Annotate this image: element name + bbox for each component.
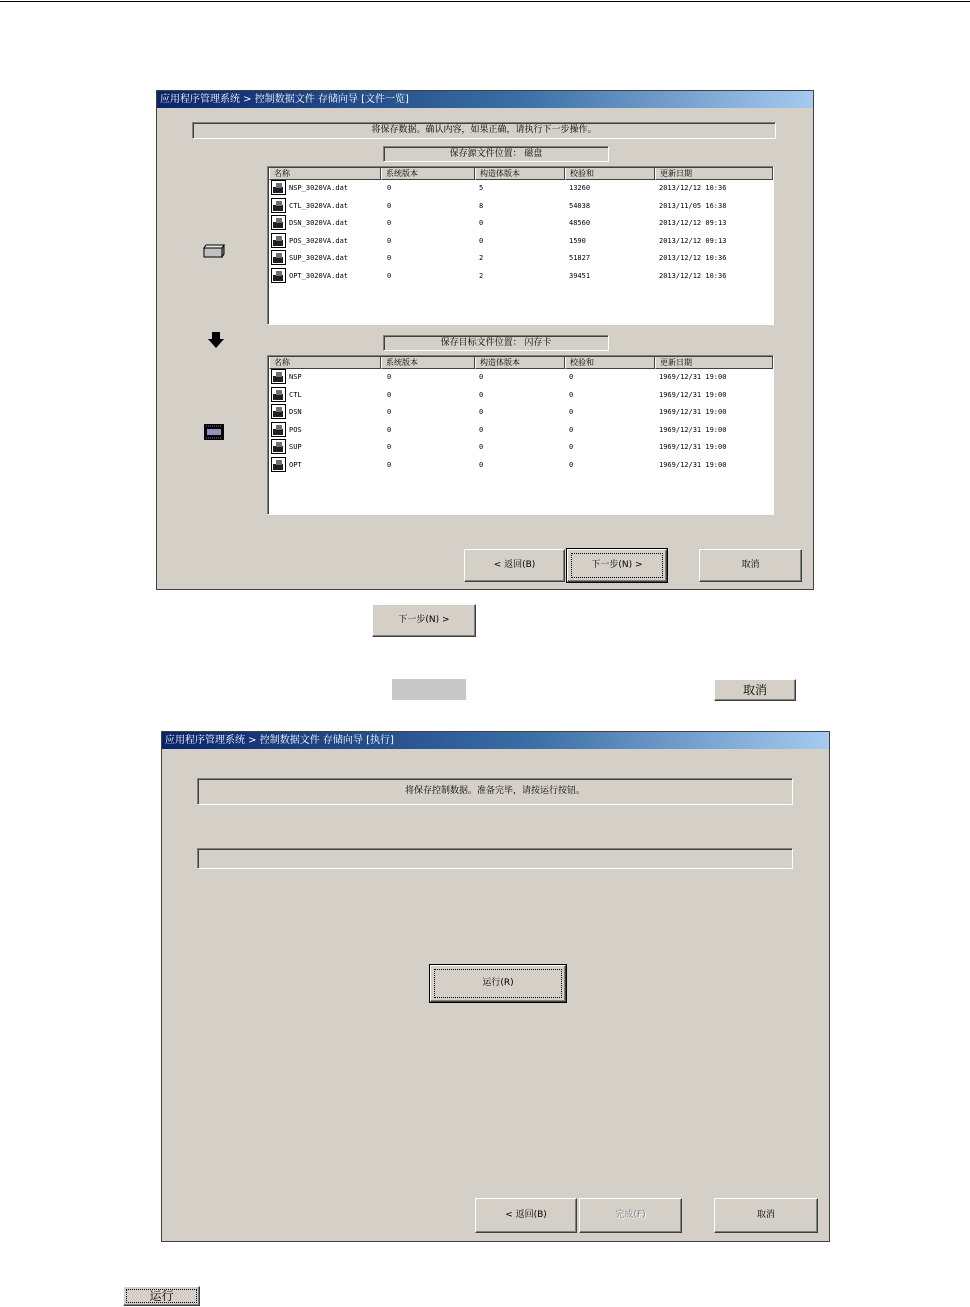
back-button-label: < 返回(B) (493, 560, 536, 570)
file-row[interactable] (269, 439, 772, 456)
blank-button-sample[interactable] (392, 679, 466, 700)
source-location-label (383, 146, 609, 162)
file-row[interactable] (269, 422, 772, 439)
cell-sys: 0 (387, 201, 392, 210)
cell-name: SUP_3020VA.dat (289, 254, 349, 262)
cell-struct: 0 (479, 373, 484, 381)
cell-sys: 0 (387, 373, 392, 381)
instruction-message (197, 778, 793, 805)
cell-sys: 0 (387, 460, 392, 469)
column-header-checksum[interactable]: 校验和 (565, 357, 655, 369)
cell-sys: 0 (387, 271, 392, 280)
finish-button[interactable] (579, 1198, 682, 1233)
run-button-sample[interactable] (123, 1286, 200, 1306)
cell-struct: 0 (479, 219, 484, 227)
file-icon (271, 233, 286, 248)
cell-checksum: 39451 (569, 271, 591, 280)
cell-date: 1969/12/31 19:00 (659, 460, 727, 469)
column-header-system-version[interactable]: 系统版本 (381, 357, 475, 369)
cell-name: OPT_3020VA.dat (289, 271, 349, 280)
cell-struct: 5 (479, 184, 484, 192)
back-button-label: < 返回(B) (505, 1210, 547, 1220)
next-button-sample-label: 下一步(N) > (398, 615, 450, 625)
file-icon (271, 387, 286, 402)
progress-bar (197, 848, 793, 869)
wizard-window-file-list (156, 90, 814, 590)
cell-checksum: 0 (569, 443, 574, 451)
cell-name: CTL (289, 390, 302, 399)
cell-checksum: 1590 (569, 236, 586, 245)
cell-date: 2013/12/12 10:36 (659, 254, 727, 262)
cell-date: 2013/12/12 10:36 (659, 271, 727, 280)
cell-name: POS (289, 425, 302, 434)
cell-name: POS_3020VA.dat (289, 236, 349, 245)
file-icon (271, 180, 286, 195)
window-title: 应用程序管理系统 > 控制数据文件 存储向导 [执行] (162, 732, 829, 749)
column-header-name[interactable]: 名称 (269, 168, 381, 180)
cell-struct: 2 (479, 271, 484, 280)
cell-checksum: 0 (569, 373, 574, 381)
cancel-button-sample-label: 取消 (742, 683, 767, 697)
cell-sys: 0 (387, 219, 392, 227)
cell-checksum: 51827 (569, 254, 591, 262)
file-row[interactable] (269, 457, 772, 474)
next-button-sample[interactable] (372, 604, 476, 637)
cell-checksum: 54038 (569, 201, 591, 210)
cell-struct: 0 (479, 236, 484, 245)
cell-name: DSN (289, 408, 302, 416)
cell-struct: 0 (479, 408, 484, 416)
cell-date: 1969/12/31 19:00 (659, 390, 727, 399)
column-header-struct-version[interactable]: 构造体版本 (475, 357, 565, 369)
back-button[interactable] (475, 1198, 577, 1233)
list-header (269, 357, 772, 369)
back-button[interactable] (464, 549, 565, 582)
cell-sys: 0 (387, 425, 392, 434)
cell-sys: 0 (387, 443, 392, 451)
file-row[interactable] (269, 180, 772, 197)
cancel-button-label: 取消 (756, 1210, 775, 1220)
cell-date: 2013/12/12 09:13 (659, 236, 727, 245)
file-icon (271, 422, 286, 437)
wizard-window-execute (161, 731, 830, 1242)
file-icon (271, 404, 286, 419)
cell-name: CTL_3020VA.dat (289, 201, 349, 210)
cell-date: 1969/12/31 19:00 (659, 425, 727, 434)
cell-date: 2013/11/05 16:38 (659, 201, 727, 210)
file-icon (271, 457, 286, 472)
instruction-text: 将保存控制数据。准备完毕，请按运行按钮。 (404, 786, 585, 796)
column-header-system-version[interactable]: 系统版本 (381, 168, 475, 180)
cell-struct: 8 (479, 201, 484, 210)
cell-struct: 0 (479, 460, 484, 469)
source-location-text: 保存源文件位置： 磁盘 (449, 149, 543, 159)
target-file-list[interactable] (267, 355, 774, 515)
finish-button-label: 完成(F) (615, 1210, 646, 1220)
run-button-label: 运行(R) (482, 978, 514, 988)
cell-name: NSP_3020VA.dat (289, 184, 349, 192)
cell-checksum: 0 (569, 460, 574, 469)
cancel-button[interactable] (714, 1198, 818, 1233)
cell-struct: 2 (479, 254, 484, 262)
target-location-label (383, 335, 609, 351)
file-row[interactable] (269, 233, 772, 250)
page-top-rule (0, 1, 970, 2)
file-icon (271, 215, 286, 230)
cell-date: 2013/12/12 10:36 (659, 184, 727, 192)
cell-name: OPT (289, 460, 302, 469)
file-icon (271, 268, 286, 283)
column-header-update-date[interactable]: 更新日期 (655, 168, 773, 180)
cell-sys: 0 (387, 390, 392, 399)
column-header-update-date[interactable]: 更新日期 (655, 357, 773, 369)
run-button[interactable] (430, 965, 566, 1002)
source-file-list[interactable] (267, 166, 774, 325)
cell-checksum: 0 (569, 390, 574, 399)
file-icon (271, 369, 286, 384)
cancel-button-sample[interactable] (714, 679, 796, 701)
cell-date: 1969/12/31 19:00 (659, 443, 727, 451)
cell-checksum: 48560 (569, 219, 591, 227)
file-row[interactable] (269, 215, 772, 232)
instruction-message (192, 122, 776, 139)
cell-name: DSN_3020VA.dat (289, 219, 349, 227)
file-row[interactable] (269, 268, 772, 285)
file-row[interactable] (269, 387, 772, 404)
cell-date: 2013/12/12 09:13 (659, 219, 727, 227)
cell-struct: 0 (479, 443, 484, 451)
instruction-text: 将保存数据。确认内容，如果正确，请执行下一步操作。 (371, 125, 597, 135)
disk-icon (203, 243, 225, 262)
cell-struct: 0 (479, 390, 484, 399)
file-row[interactable] (269, 404, 772, 421)
file-icon (271, 198, 286, 213)
cancel-button[interactable] (699, 549, 802, 582)
cell-sys: 0 (387, 236, 392, 245)
cell-name: SUP (289, 443, 302, 451)
column-header-checksum[interactable]: 校验和 (565, 168, 655, 180)
next-button-label: 下一步(N) > (591, 560, 643, 570)
column-header-name[interactable]: 名称 (269, 357, 381, 369)
column-header-struct-version[interactable]: 构造体版本 (475, 168, 565, 180)
cell-checksum: 13260 (569, 184, 591, 192)
flash-card-icon (204, 424, 224, 444)
cell-date: 1969/12/31 19:00 (659, 408, 727, 416)
file-row[interactable] (269, 369, 772, 386)
down-arrow-icon (207, 331, 225, 353)
cell-sys: 0 (387, 254, 392, 262)
target-location-text: 保存目标文件位置： 闪存卡 (440, 338, 552, 348)
cell-checksum: 0 (569, 425, 574, 434)
file-icon (271, 439, 286, 454)
next-button[interactable] (567, 549, 667, 582)
file-row[interactable] (269, 250, 772, 267)
cell-checksum: 0 (569, 408, 574, 416)
file-icon (271, 250, 286, 265)
cell-sys: 0 (387, 408, 392, 416)
cell-sys: 0 (387, 184, 392, 192)
cell-struct: 0 (479, 425, 484, 434)
list-header (269, 168, 772, 180)
cell-name: NSP (289, 373, 302, 381)
run-button-sample-label: 运行 (149, 1289, 174, 1303)
cancel-button-label: 取消 (741, 560, 760, 570)
file-row[interactable] (269, 198, 772, 215)
cell-date: 1969/12/31 19:00 (659, 373, 727, 381)
window-title: 应用程序管理系统 > 控制数据文件 存储向导 [文件一览] (157, 91, 813, 108)
